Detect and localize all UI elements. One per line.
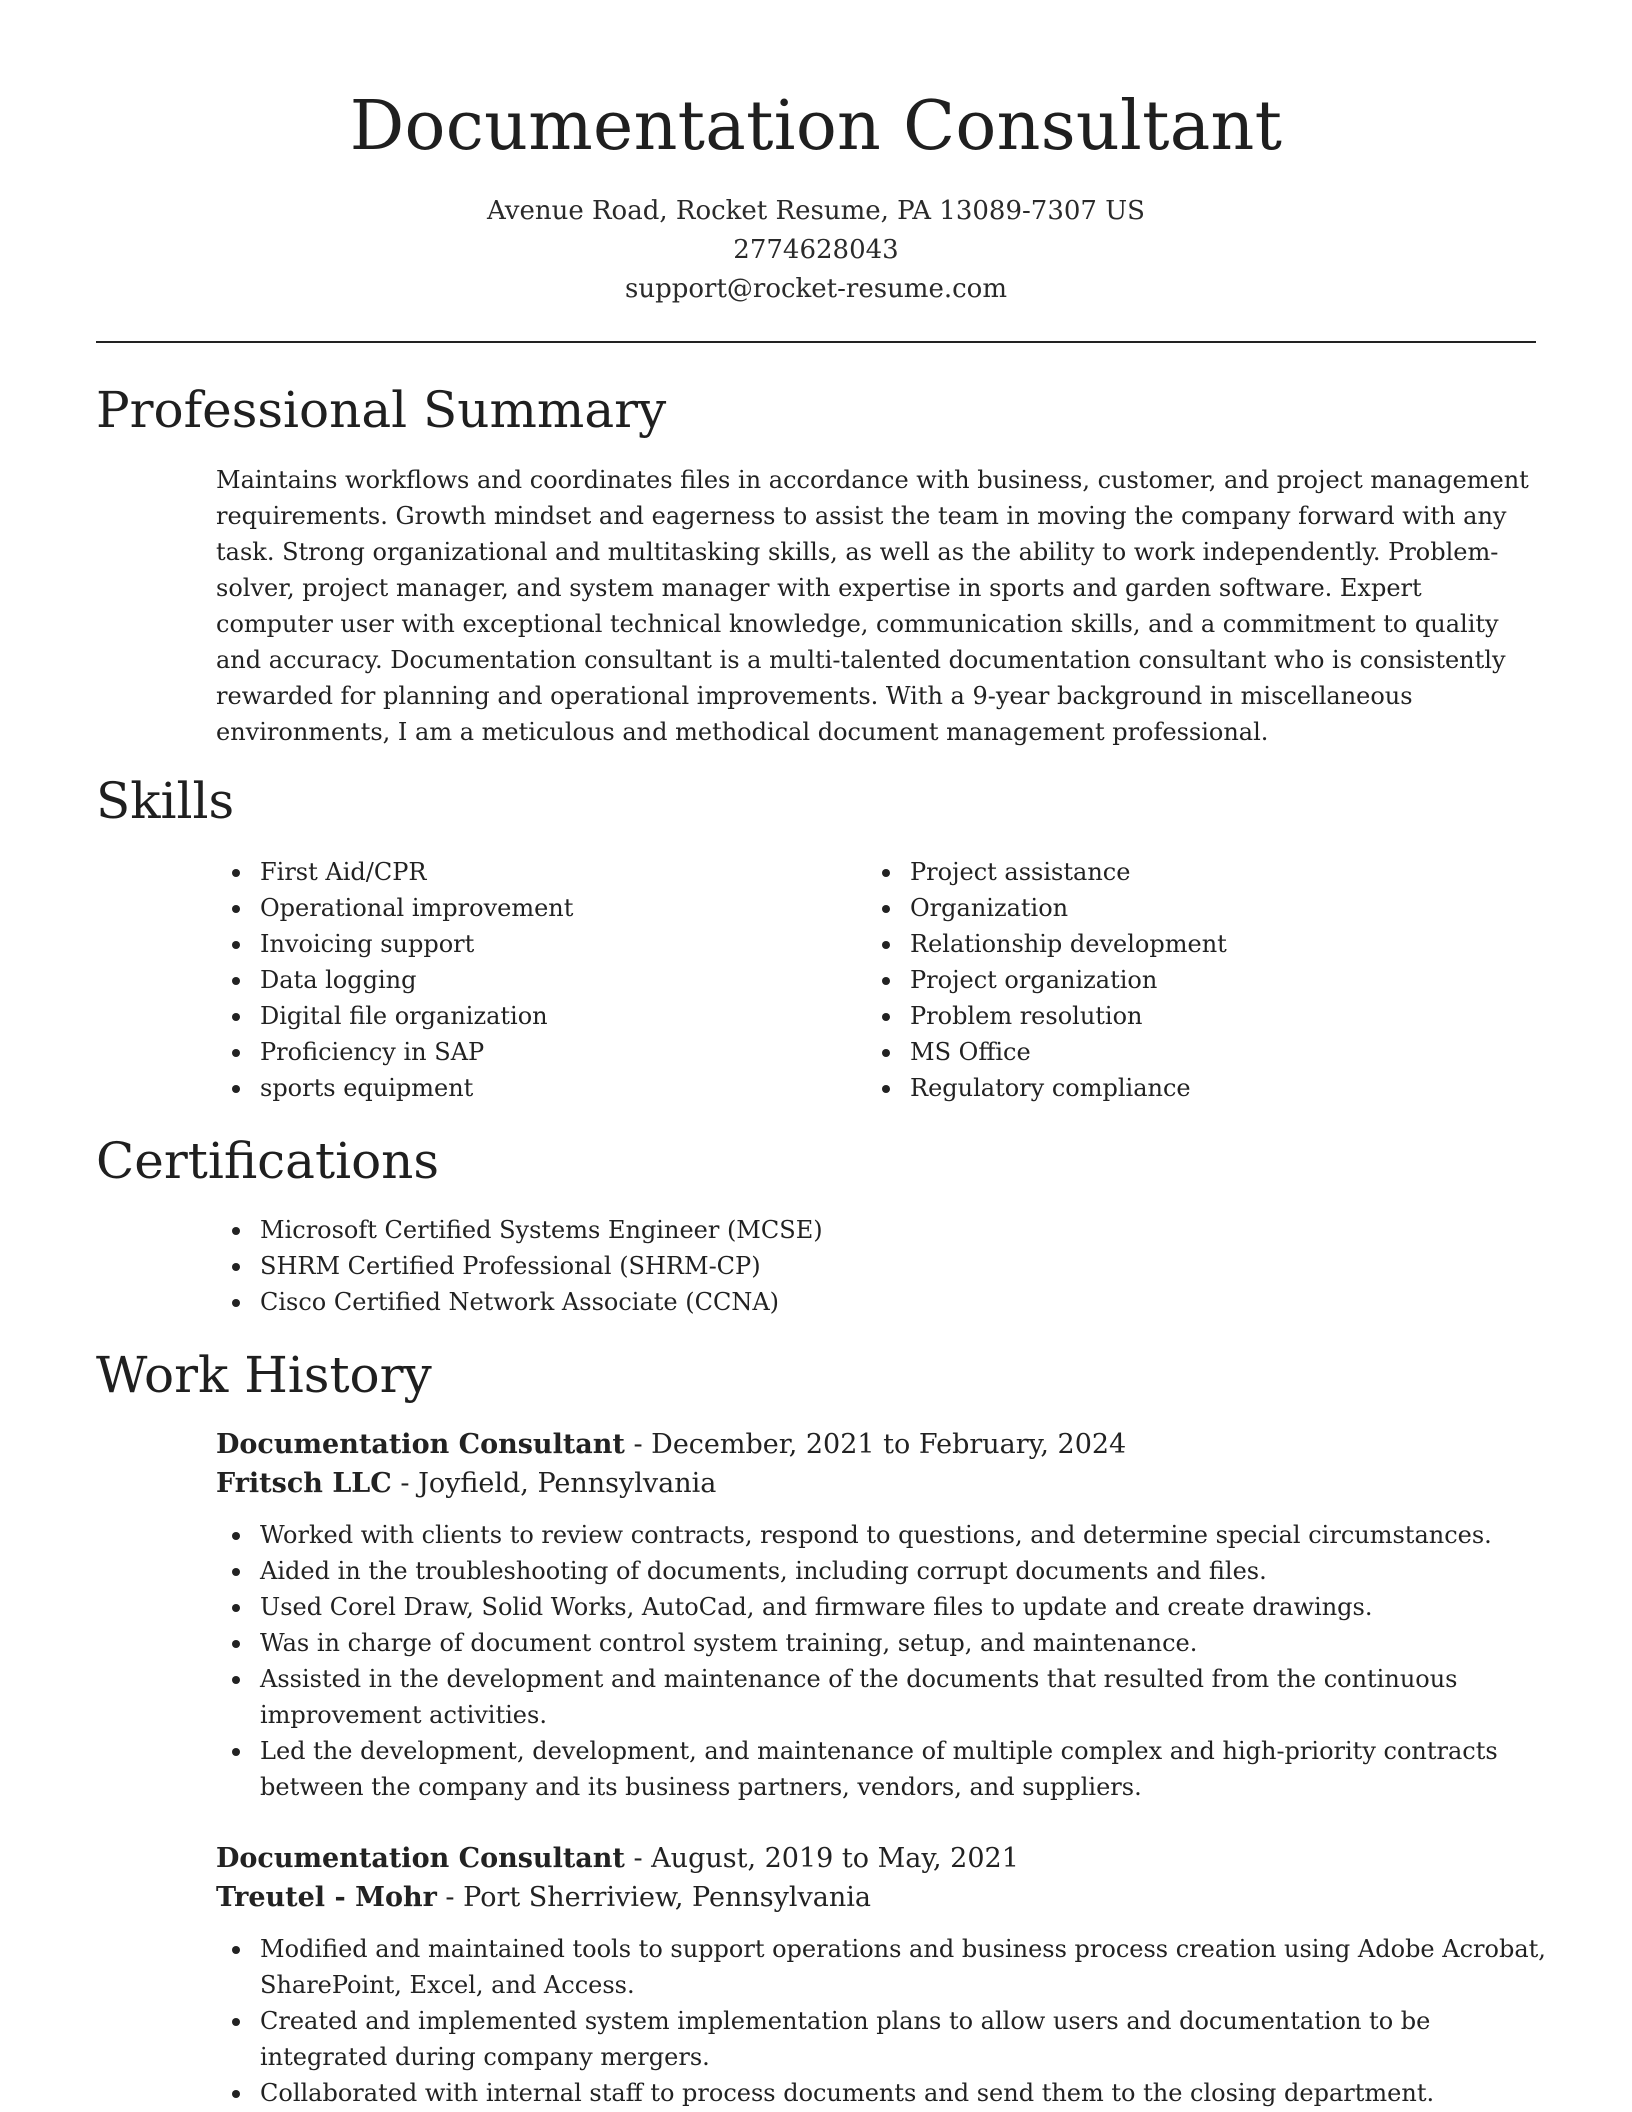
- certification-item: SHRM Certified Professional (SHRM-CP): [216, 1248, 1516, 1284]
- job-duties-list: [216, 1517, 1546, 1805]
- skill-item: sports equipment: [216, 1070, 816, 1106]
- resume-header: [0, 0, 1632, 309]
- job-company: Fritsch LLC: [216, 1468, 392, 1499]
- email: support@rocket-resume.com: [624, 274, 1007, 304]
- skill-item: First Aid/CPR: [216, 854, 816, 890]
- job-duty: Created and implemented system implementation plans to allow users and documentation to be integrated during company mergers.: [216, 2003, 1546, 2075]
- phone: 2774628043: [733, 235, 899, 265]
- job-location: - Port Sherriview, Pennsylvania: [436, 1882, 871, 1913]
- certifications-list: [216, 1212, 1516, 1320]
- job-role: Documentation Consultant: [216, 1843, 625, 1874]
- skill-item: Project organization: [866, 962, 1506, 998]
- job-duties-list: [216, 1931, 1546, 2111]
- skill-item: Project assistance: [866, 854, 1506, 890]
- skill-item: Problem resolution: [866, 998, 1506, 1034]
- skill-item: Relationship development: [866, 926, 1506, 962]
- skill-item: Regulatory compliance: [866, 1070, 1506, 1106]
- job-duty: Modified and maintained tools to support operations and business process creation using Adobe Acrobat, SharePoint, Excel, and Access.: [216, 1931, 1546, 2003]
- certification-item: Cisco Certified Network Associate (CCNA): [216, 1284, 1516, 1320]
- job-duty: Aided in the troubleshooting of documents, including corrupt documents and files.: [216, 1553, 1546, 1589]
- job-duty: Worked with clients to review contracts, respond to questions, and determine special circumstances.: [216, 1517, 1546, 1553]
- job-duty: Led the development, development, and maintenance of multiple complex and high-priority contracts between the company and its business partners, vendors, and suppliers.: [216, 1733, 1546, 1805]
- job-entry: [216, 1425, 1546, 1805]
- job-duty: Was in charge of document control system training, setup, and maintenance.: [216, 1625, 1546, 1661]
- job-duty: Used Corel Draw, Solid Works, AutoCad, and firmware files to update and create drawings.: [216, 1589, 1546, 1625]
- job-employer: [216, 1464, 1546, 1503]
- summary-text: Maintains workflows and coordinates files in accordance with business, customer, and project management requirements. Growth mindset and eagerness to assist the team in moving the company forward with any task. Strong organizational and multitasking skills, as well as the ability to work independently. Problem-solver, project manager, and system manager with expertise in sports and garden software. Expert computer user with exceptional technical knowledge, communication skills, and a commitment to quality and accuracy. Documentation consultant is a multi-talented documentation consultant who is consistently rewarded for planning and operational improvements. With a 9-year background in miscellaneous environments, I am a meticulous and methodical document management professional.: [216, 466, 1529, 746]
- section-title-work-history: Work History: [96, 1346, 432, 1404]
- section-title-certifications: Certifications: [96, 1132, 440, 1190]
- job-dates: - August, 2019 to May, 2021: [624, 1843, 1019, 1874]
- job-duty: Collaborated with internal staff to process documents and send them to the closing department.: [216, 2075, 1546, 2111]
- candidate-name: Documentation Consultant: [349, 87, 1283, 166]
- skill-item: Operational improvement: [216, 890, 816, 926]
- job-duty: Assisted in the development and maintenance of the documents that resulted from the continuous improvement activities.: [216, 1661, 1546, 1733]
- skill-item: MS Office: [866, 1034, 1506, 1070]
- header-divider: [96, 341, 1536, 343]
- skill-item: Data logging: [216, 962, 816, 998]
- skill-item: Invoicing support: [216, 926, 816, 962]
- section-title-summary: Professional Summary: [96, 381, 667, 439]
- job-heading: [216, 1425, 1546, 1464]
- job-dates: - December, 2021 to February, 2024: [624, 1429, 1127, 1460]
- job-entry: [216, 1839, 1546, 2111]
- contact-block: [0, 192, 1632, 309]
- skill-item: Proficiency in SAP: [216, 1034, 816, 1070]
- skill-item: Digital file organization: [216, 998, 816, 1034]
- job-location: - Joyfield, Pennsylvania: [391, 1468, 717, 1499]
- job-employer: [216, 1878, 1546, 1917]
- skills-list-right: [866, 854, 1506, 1106]
- skills-list-left: [216, 854, 816, 1106]
- skill-item: Organization: [866, 890, 1506, 926]
- address: Avenue Road, Rocket Resume, PA 13089-7307 US: [487, 196, 1145, 226]
- section-title-skills: Skills: [96, 772, 235, 830]
- job-role: Documentation Consultant: [216, 1429, 625, 1460]
- job-company: Treutel - Mohr: [216, 1882, 437, 1913]
- certification-item: Microsoft Certified Systems Engineer (MCSE): [216, 1212, 1516, 1248]
- job-heading: [216, 1839, 1546, 1878]
